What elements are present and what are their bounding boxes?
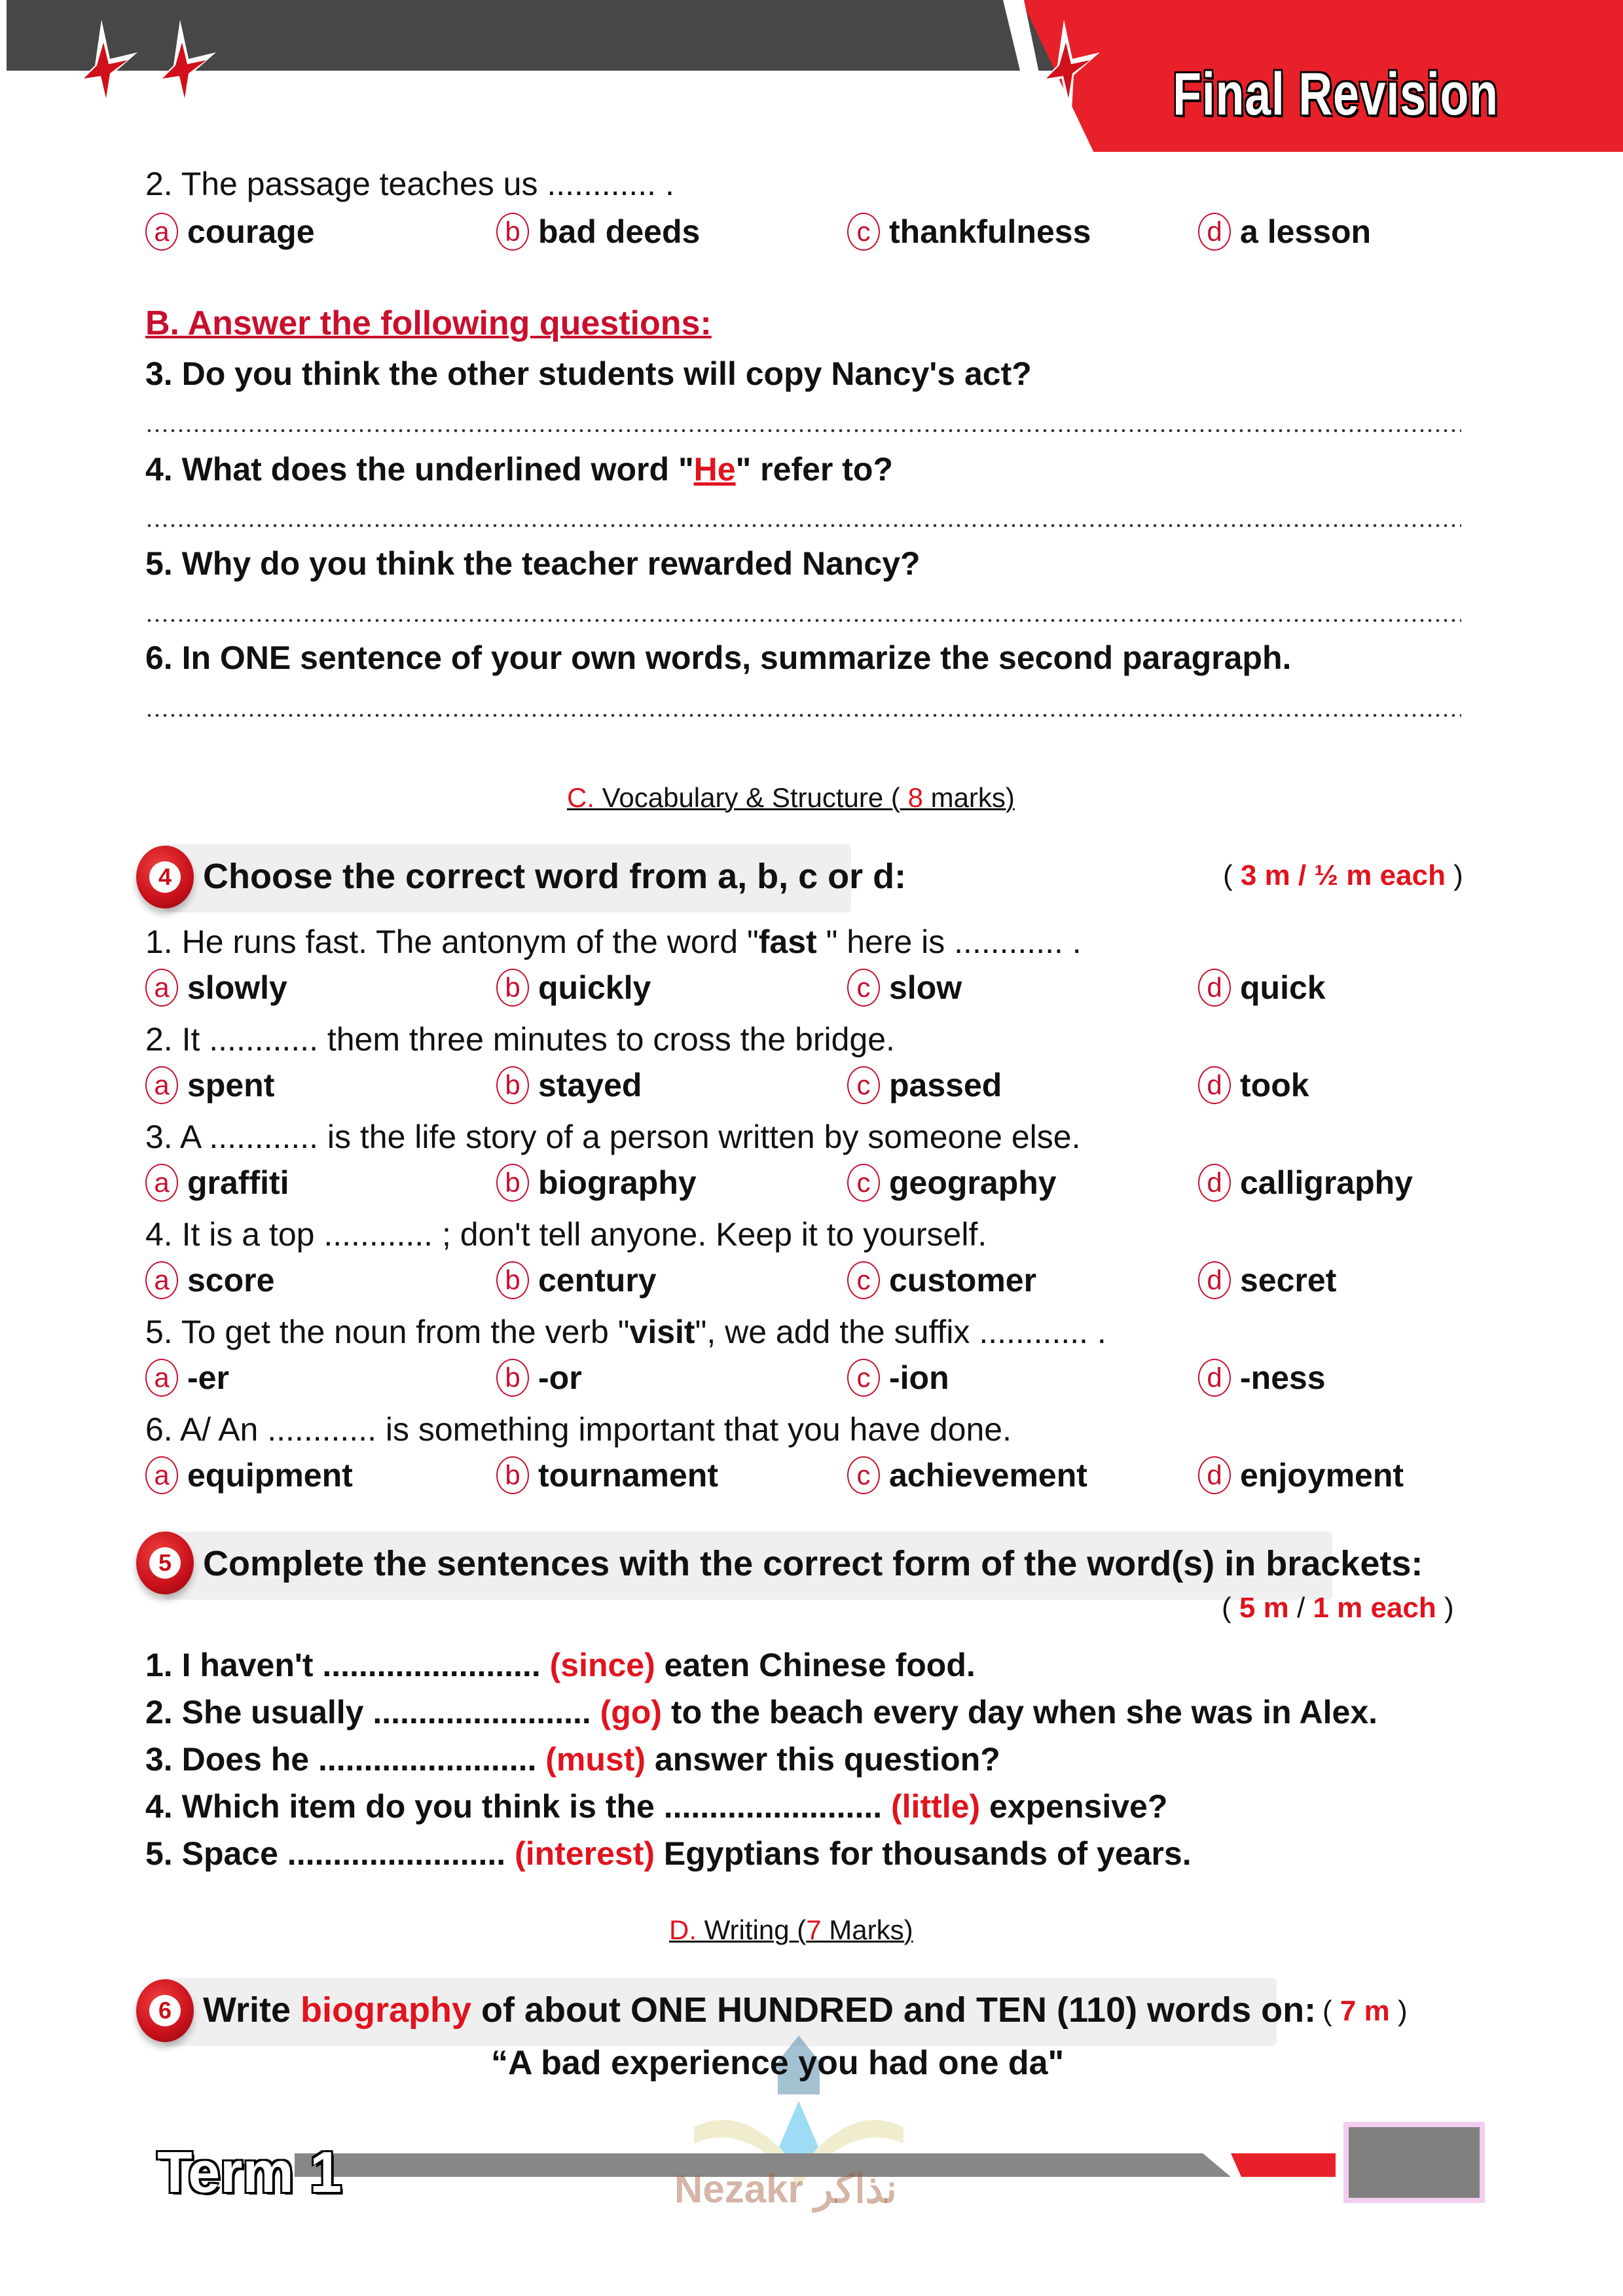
sentence-end: answer this question?	[646, 1741, 1000, 1778]
option-d[interactable]	[1198, 1359, 1326, 1397]
exercise-6-marks	[1322, 1995, 1408, 2028]
sentence-start: 3. Does he ........................	[145, 1741, 546, 1778]
option-letter: c	[847, 969, 880, 1007]
option-text: calligraphy	[1240, 1164, 1413, 1201]
option-letter: b	[496, 213, 529, 251]
option-c[interactable]	[847, 1359, 949, 1397]
option-letter: b	[496, 1456, 529, 1494]
question-5: 5. Why do you think the teacher rewarded Nancy?	[145, 545, 921, 582]
question-stem	[145, 923, 1082, 961]
option-text: achievement	[889, 1457, 1087, 1494]
answer-line[interactable]	[145, 524, 1461, 528]
sentence-start: 4. Which item do you think is the ........................	[145, 1788, 892, 1825]
option-letter: b	[496, 1359, 529, 1397]
stem-text-end: " here is ............ .	[816, 924, 1082, 960]
star-icon	[154, 20, 216, 134]
option-c[interactable]	[847, 1261, 1036, 1299]
exercise-number-badge	[136, 1532, 194, 1594]
option-a[interactable]	[145, 969, 287, 1007]
title-pre: Write	[203, 1990, 301, 2030]
marks-each: 1 m each	[1313, 1592, 1436, 1624]
option-text: -ion	[889, 1359, 949, 1396]
option-letter: a	[145, 213, 178, 251]
option-letter: a	[145, 1164, 178, 1202]
bracket-word: (must)	[545, 1741, 646, 1778]
option-a[interactable]	[145, 1164, 289, 1202]
title-post: of about ONE HUNDRED and TEN (110) words on:	[471, 1990, 1317, 2030]
option-text: stayed	[538, 1067, 642, 1103]
marks-total: 5 m	[1239, 1592, 1289, 1624]
marks-value: 7 m	[1340, 1995, 1390, 2027]
question-3: 3. Do you think the other students will copy Nancy's act?	[145, 355, 1032, 392]
option-letter: c	[847, 1261, 880, 1299]
option-b[interactable]	[496, 1261, 657, 1299]
watermark-text: Nezakr نذاكر	[674, 2167, 898, 2211]
option-letter: a	[145, 969, 178, 1007]
option-d[interactable]	[1198, 969, 1326, 1007]
option-text: quickly	[538, 969, 651, 1006]
option-text: took	[1240, 1067, 1309, 1103]
section-marks: 7	[806, 1914, 822, 1945]
option-text: secret	[1240, 1262, 1337, 1299]
exercise-6-title	[203, 1990, 1316, 2030]
stem-text: 3. A ............ is the life story of a person written by someone else.	[145, 1119, 1081, 1155]
option-text: passed	[889, 1067, 1002, 1103]
marks-value: 3 m / ½ m each	[1240, 859, 1446, 891]
sentence-end: to the beach every day when she was in Alex.	[662, 1694, 1378, 1731]
question-stem	[145, 1215, 987, 1253]
answer-line[interactable]	[145, 713, 1461, 717]
option-text: quick	[1240, 969, 1326, 1006]
sentence-start: 1. I haven't ........................	[145, 1647, 550, 1683]
option-text: a lesson	[1240, 213, 1372, 250]
sentence-item	[145, 1787, 1167, 1825]
page-number-box	[1349, 2127, 1480, 2198]
marks-open: (	[1322, 1995, 1340, 2027]
stars-decoration	[39, 13, 236, 137]
stem-text-end: ", we add the suffix ............ .	[695, 1314, 1106, 1350]
underlined-word: He	[693, 451, 736, 488]
star-icon	[75, 20, 137, 134]
section-letter: C.	[567, 782, 594, 813]
sentence-start: 2. She usually ........................	[145, 1694, 600, 1731]
sentence-item	[145, 1693, 1377, 1731]
option-text: -er	[187, 1359, 229, 1396]
section-c-heading	[567, 782, 1015, 814]
sentence-end: expensive?	[980, 1788, 1168, 1825]
exercise-4-title: Choose the correct word from a, b, c or d:	[203, 857, 907, 896]
question-stem	[145, 1410, 1012, 1448]
question-stem	[145, 1118, 1080, 1156]
stem-text: 5. To get the noun from the verb "	[145, 1314, 630, 1350]
bracket-word: (interest)	[515, 1835, 655, 1872]
option-letter: a	[145, 1456, 178, 1494]
sentence-item	[145, 1835, 1192, 1873]
option-text: biography	[538, 1164, 697, 1201]
option-letter: a	[145, 1261, 178, 1299]
bracket-word: (little)	[891, 1788, 981, 1825]
option-letter: d	[1198, 213, 1231, 251]
option-b[interactable]	[496, 213, 700, 251]
badge-number: 5	[149, 1547, 181, 1579]
option-d[interactable]	[1198, 1261, 1336, 1299]
option-c[interactable]	[847, 1066, 1002, 1104]
bracket-word: (go)	[600, 1694, 663, 1731]
page-title: Final Revision	[1173, 61, 1499, 128]
answer-line[interactable]	[145, 619, 1461, 622]
marks-open: (	[1223, 859, 1241, 891]
option-b[interactable]	[496, 1456, 718, 1494]
option-a[interactable]	[145, 1456, 353, 1494]
exercise-4-marks	[1223, 859, 1463, 892]
star-icon	[1002, 13, 1106, 137]
option-letter: c	[847, 1164, 880, 1202]
option-text: customer	[889, 1262, 1037, 1299]
sentence-end: Egyptians for thousands of years.	[655, 1835, 1192, 1872]
option-letter: c	[847, 1066, 880, 1104]
option-d[interactable]	[1198, 1066, 1309, 1104]
option-d[interactable]	[1198, 1456, 1404, 1494]
option-text: slow	[889, 969, 962, 1006]
option-text: tournament	[538, 1457, 718, 1494]
exercise-number-badge	[136, 846, 194, 908]
bracket-word: (since)	[549, 1647, 655, 1683]
option-letter: c	[847, 1359, 880, 1397]
option-text: graffiti	[187, 1164, 289, 1201]
option-d[interactable]	[1198, 1164, 1413, 1202]
stem-text: 4. It is a top ............ ; don't tell anyone. Keep it to yourself.	[145, 1216, 987, 1253]
sentence-end: eaten Chinese food.	[655, 1647, 976, 1683]
exercise-number-badge	[136, 1979, 194, 2042]
marks-close: )	[1389, 1995, 1408, 2027]
stem-text: 2. It ............ them three minutes to cross the bridge.	[145, 1021, 895, 1058]
stem-text: 1. He runs fast. The antonym of the word "	[145, 924, 759, 960]
writing-topic: “A bad experience you had one da"	[491, 2044, 1065, 2082]
section-title: Vocabulary & Structure (	[594, 782, 908, 813]
stem-keyword: visit	[629, 1314, 695, 1350]
q4-text-pre: 4. What does the underlined word "	[145, 451, 694, 488]
option-text: bad deeds	[538, 213, 701, 250]
option-c[interactable]	[847, 969, 962, 1007]
option-letter: a	[145, 1066, 178, 1104]
option-letter: c	[847, 213, 880, 251]
section-marks: 8	[907, 782, 923, 813]
option-letter: d	[1198, 1359, 1231, 1397]
marks-sep: /	[1288, 1592, 1313, 1624]
option-text: century	[538, 1262, 657, 1299]
option-letter: d	[1198, 1261, 1231, 1299]
option-d[interactable]	[1198, 213, 1371, 251]
option-letter: d	[1198, 1164, 1231, 1202]
option-letter: b	[496, 969, 529, 1007]
term-label: Term 1	[157, 2140, 342, 2204]
option-a[interactable]	[145, 1066, 274, 1104]
section-d-heading	[669, 1914, 913, 1946]
option-text: geography	[889, 1164, 1057, 1201]
section-title-end: marks)	[922, 782, 1015, 813]
option-a[interactable]	[145, 1261, 274, 1299]
option-c[interactable]	[847, 1164, 1057, 1202]
question-6: 6. In ONE sentence of your own words, summarize the second paragraph.	[145, 639, 1292, 676]
marks-close: )	[1445, 859, 1463, 891]
question-4	[145, 450, 893, 488]
option-text: score	[187, 1262, 275, 1299]
option-b[interactable]	[496, 1359, 582, 1397]
exercise-5-title: Complete the sentences with the correct form of the word(s) in brackets:	[203, 1544, 1423, 1583]
sentence-item	[145, 1646, 976, 1684]
option-text: equipment	[187, 1457, 353, 1494]
question-stem: 2. The passage teaches us ............ .	[145, 166, 674, 202]
marks-open: (	[1222, 1592, 1239, 1624]
option-letter: d	[1198, 1456, 1231, 1494]
sentence-item	[145, 1740, 1000, 1778]
section-title: Writing (	[697, 1914, 807, 1945]
section-title-end: Marks)	[821, 1914, 913, 1945]
option-letter: b	[496, 1164, 529, 1202]
question-stem	[145, 1313, 1106, 1351]
option-c[interactable]	[847, 1456, 1087, 1494]
section-letter: D.	[669, 1914, 697, 1945]
option-text: thankfulness	[889, 213, 1091, 250]
option-a[interactable]	[145, 1359, 229, 1397]
q4-text-post: " refer to?	[735, 451, 893, 488]
option-text: -or	[538, 1359, 582, 1396]
badge-number: 4	[149, 861, 181, 893]
option-a[interactable]	[145, 213, 315, 251]
badge-number: 6	[149, 1995, 181, 2026]
stem-text: 6. A/ An ............ is something important that you have done.	[145, 1411, 1012, 1448]
title-keyword: biography	[301, 1990, 472, 2030]
option-letter: c	[847, 1456, 880, 1494]
question-stem	[145, 1020, 895, 1058]
option-letter: b	[496, 1066, 529, 1104]
stem-keyword: fast	[758, 924, 817, 960]
option-text: -ness	[1240, 1359, 1326, 1396]
marks-close: )	[1436, 1592, 1454, 1624]
option-letter: a	[145, 1359, 178, 1397]
answer-line[interactable]	[145, 429, 1461, 433]
option-c[interactable]	[847, 213, 1091, 251]
option-text: slowly	[187, 969, 287, 1006]
option-b[interactable]	[496, 1164, 697, 1202]
option-letter: d	[1198, 1066, 1231, 1104]
section-b-heading: B. Answer the following questions:	[145, 304, 712, 342]
sentence-start: 5. Space ........................	[145, 1835, 515, 1872]
option-text: spent	[187, 1067, 275, 1103]
exercise-5-marks	[1222, 1592, 1454, 1624]
option-text: courage	[187, 213, 315, 250]
footer-red-accent	[1231, 2153, 1336, 2177]
option-letter: d	[1198, 969, 1231, 1007]
option-b[interactable]	[496, 1066, 642, 1104]
option-b[interactable]	[496, 969, 651, 1007]
option-letter: b	[496, 1261, 529, 1299]
option-text: enjoyment	[1240, 1457, 1404, 1494]
